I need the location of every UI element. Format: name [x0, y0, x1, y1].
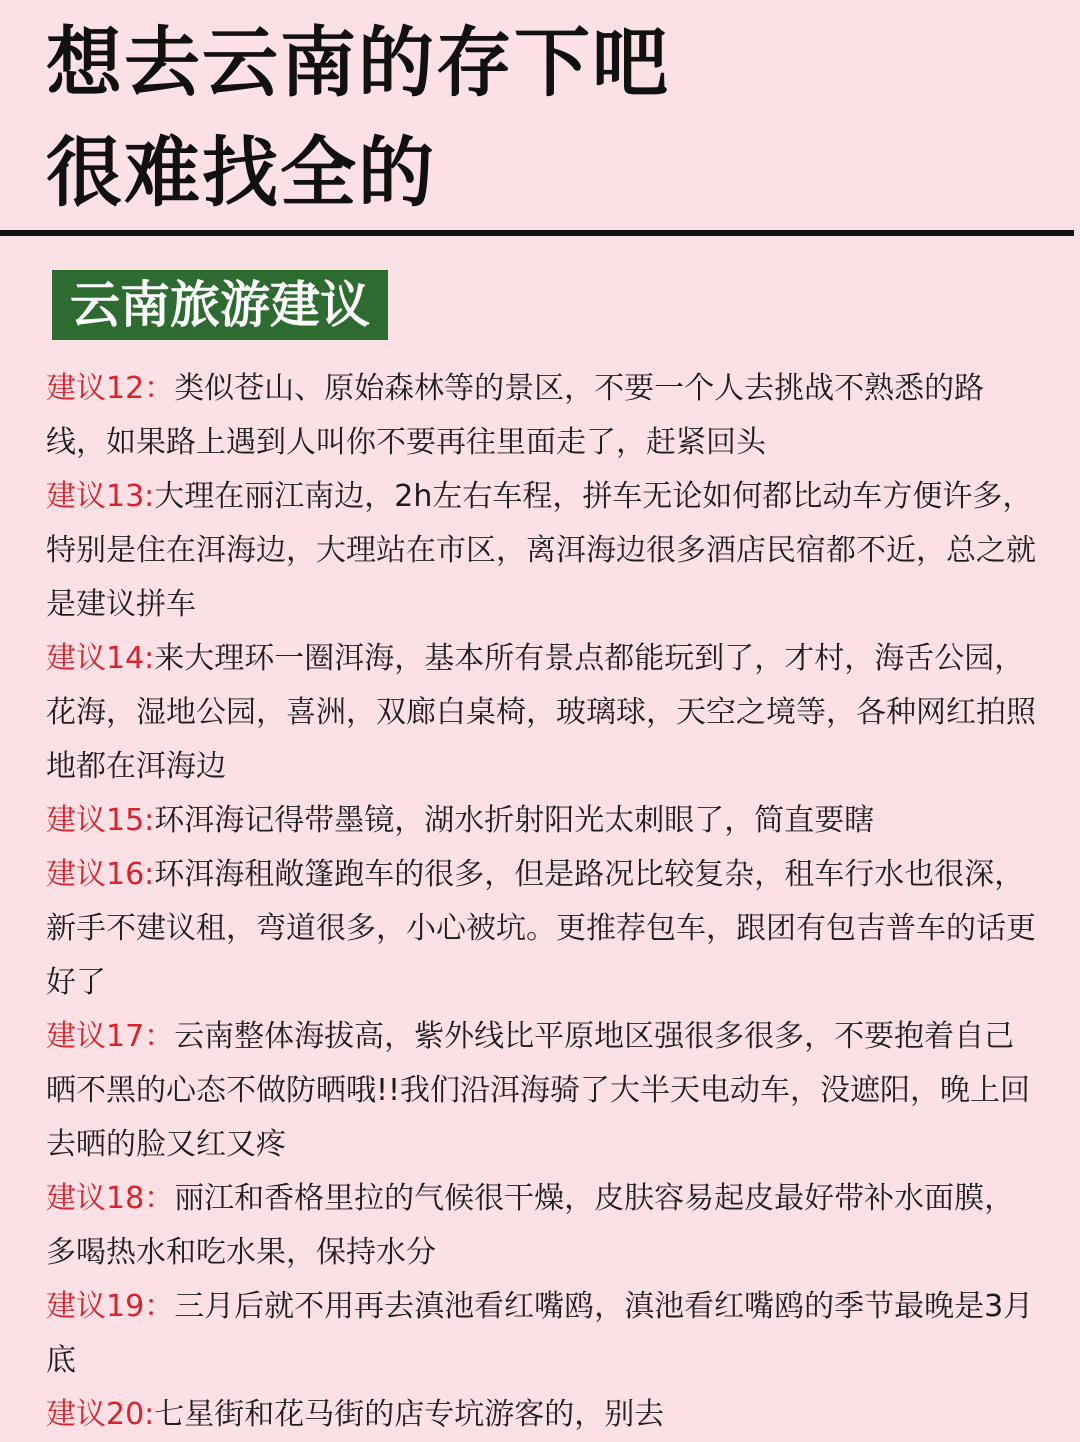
tips-list [46, 362, 1038, 1442]
tip-text: 来大理环一圈洱海，基本所有景点都能玩到了，才村，海舌公园，花海，湿地公园，喜洲，双廊白桌椅，玻璃球，天空之境等，各种网红拍照地都在洱海边 [46, 641, 1036, 784]
title-line-2: 很难找全的 [46, 128, 436, 217]
tip-item [46, 362, 1038, 470]
tip-item [46, 1280, 1038, 1388]
section-heading-badge: 云南旅游建议 [52, 270, 388, 340]
tip-text: 云南整体海拔高，紫外线比平原地区强很多很多，不要抱着自己晒不黑的心态不做防晒哦!!我们沿洱海骑了大半天电动车，没遮阳，晚上回去晒的脸又红又疼 [46, 1019, 1031, 1162]
tip-label: 建议12： [46, 371, 175, 406]
tip-item [46, 1388, 1038, 1442]
tip-item [46, 848, 1038, 1010]
title-divider [0, 230, 1074, 236]
tip-item [46, 632, 1038, 794]
tip-label: 建议19： [46, 1289, 175, 1324]
tip-item [46, 1010, 1038, 1172]
page-title [46, 8, 1046, 228]
tip-label: 建议17： [46, 1019, 175, 1054]
tip-text: 环洱海租敞篷跑车的很多，但是路况比较复杂，租车行水也很深，新手不建议租，弯道很多，小心被坑。更推荐包车，跟团有包吉普车的话更好了 [46, 857, 1036, 1000]
tip-item [46, 1172, 1038, 1280]
tip-label: 建议20: [46, 1397, 155, 1432]
tip-text: 环洱海记得带墨镜，湖水折射阳光太刺眼了，简直要瞎 [154, 803, 875, 838]
tip-label: 建议16: [46, 857, 155, 892]
tip-label: 建议18： [46, 1181, 175, 1216]
tip-text: 丽江和香格里拉的气候很干燥，皮肤容易起皮最好带补水面膜，多喝热水和吃水果，保持水分 [46, 1181, 1015, 1270]
tip-item [46, 794, 1038, 848]
tip-label: 建议14: [46, 641, 155, 676]
tip-label: 建议13: [46, 479, 155, 514]
tip-text: 七星街和花马街的店专坑游客的，别去 [154, 1397, 665, 1432]
tip-text: 大理在丽江南边，2h左右车程，拼车无论如何都比动车方便许多，特别是住在洱海边，大理站在市区，离洱海边很多酒店民宿都不近，总之就是建议拼车 [46, 479, 1036, 622]
tip-label: 建议15: [46, 803, 155, 838]
tip-item [46, 470, 1038, 632]
tip-text: 类似苍山、原始森林等的景区，不要一个人去挑战不熟悉的路线，如果路上遇到人叫你不要再往里面走了，赶紧回头 [46, 371, 985, 460]
tip-text: 三月后就不用再去滇池看红嘴鸥，滇池看红嘴鸥的季节最晚是3月底 [46, 1289, 1034, 1378]
title-line-1: 想去云南的存下吧 [46, 18, 670, 107]
